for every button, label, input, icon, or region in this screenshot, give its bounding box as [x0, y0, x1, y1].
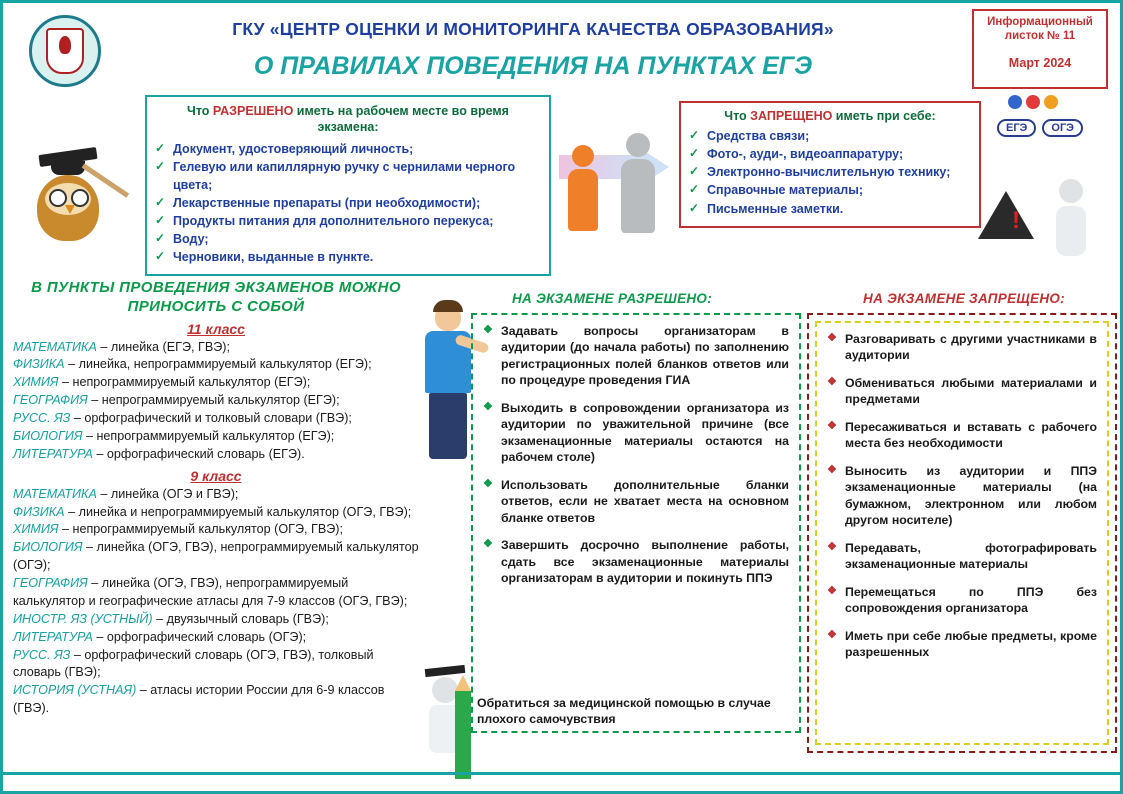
subject-item [13, 356, 419, 374]
list-item: ✓ Письменные заметки. [689, 200, 971, 218]
forbidden-items-box [679, 101, 981, 228]
page-title: О ПРАВИЛАХ ПОВЕДЕНИЯ НА ПУНКТАХ ЕГЭ [253, 52, 813, 80]
list-item: ✓ Гелевую или капиллярную ручку с чернилами черного цвета; [155, 158, 541, 194]
subject-item [13, 521, 419, 539]
subject-text: – линейка и непрограммируемый калькулятор (ОГЭ, ГВЭ); [64, 504, 412, 519]
warning-triangle-icon [978, 191, 1034, 239]
forbidden-items-title [689, 109, 971, 123]
subject-item [13, 486, 419, 504]
subject-text: – орфографический словарь (ОГЭ, ГВЭ), толковый словарь (ГВЭ); [13, 647, 374, 680]
person-orange-icon [563, 145, 603, 255]
subject-text: – орфографический словарь (ЕГЭ). [92, 446, 305, 461]
list-item: ✓ Средства связи; [689, 127, 971, 145]
people-icon [982, 95, 1098, 117]
list-item: ✓ Фото-, ауди-, видеоаппаратуру; [689, 145, 971, 163]
subject-item [13, 611, 419, 629]
allowed-title-pre: Что [187, 104, 213, 118]
subject-item [13, 575, 419, 611]
forbidden-items-list [689, 127, 971, 218]
subject-name: ЛИТЕРАТУРА [13, 629, 93, 644]
list-item: ✓ Лекарственные препараты (при необходимости); [155, 194, 541, 212]
subject-text: – линейка, непрограммируемый калькулятор (ЕГЭ); [64, 357, 372, 372]
subject-name: ФИЗИКА [13, 357, 65, 372]
badge-oge: ОГЭ [1042, 119, 1083, 137]
subject-text: – непрограммируемый калькулятор (ОГЭ, ГВЭ); [58, 522, 344, 537]
subject-item [13, 428, 419, 446]
allowed-items-list [155, 140, 541, 267]
exam-forbidden-box [807, 313, 1117, 753]
subject-item [13, 410, 419, 428]
subject-name: РУСС. ЯЗ [13, 411, 71, 425]
subject-item [13, 446, 419, 464]
owl-icon [21, 151, 133, 261]
exam-forbidden-list [827, 331, 1097, 661]
info-leaflet-number: Информационный листок № 11 [987, 16, 1093, 43]
subject-text: – непрограммируемый калькулятор (ЕГЭ); [82, 428, 335, 443]
subject-text: – линейка (ОГЭ, ГВЭ), непрограммируемый калькулятор (ОГЭ); [13, 540, 419, 573]
grade-9-heading: 9 класс [190, 467, 242, 484]
allowed-title-post: иметь на рабочем месте во время экзамена: [293, 104, 509, 135]
subject-item [13, 504, 419, 522]
grade-11-heading: 11 класс [187, 320, 245, 337]
subject-name: ИСТОРИЯ (УСТНАЯ) [13, 683, 137, 698]
bring-with-you-section [13, 279, 419, 718]
forbidden-title-highlight: ЗАПРЕЩЕНО [750, 109, 833, 123]
subject-name: БИОЛОГИЯ [13, 540, 83, 555]
subject-name: ИНОСТР. ЯЗ (УСТНЫЙ) [13, 611, 153, 626]
subject-name: ХИМИЯ [13, 375, 59, 390]
list-item: ✓ Документ, удостоверяющий личность; [155, 140, 541, 158]
exam-allowed-box [471, 313, 801, 733]
list-item: ✓ Электронно-вычислительную технику; [689, 163, 971, 181]
subject-text: – двуязычный словарь (ГВЭ); [152, 611, 329, 626]
subject-text: – линейка (ОГЭ и ГВЭ); [96, 486, 239, 501]
subject-name: ГЕОГРАФИЯ [13, 393, 88, 408]
allowed-title-highlight: РАЗРЕШЕНО [212, 104, 294, 118]
subject-text: – непрограммируемый калькулятор (ЕГЭ); [87, 393, 340, 408]
list-item: ✓ Воду; [155, 230, 541, 248]
list-item: ❖ Иметь при себе любые предметы, кроме разрешенных [827, 628, 1097, 661]
warning-exclamation-icon: ! [1012, 207, 1020, 234]
coat-of-arms-icon [29, 15, 101, 87]
ege-oge-logo [982, 95, 1098, 153]
subject-text: – орфографический и толковый словари (ГВЭ); [70, 411, 352, 425]
subject-name: БИОЛОГИЯ [13, 428, 83, 443]
exam-allowed-list [483, 323, 789, 587]
subject-item [13, 374, 419, 392]
list-item: ❖ Обмениваться любыми материалами и предметами [827, 375, 1097, 408]
person-grey-icon [615, 133, 661, 253]
subject-name: ХИМИЯ [13, 522, 59, 537]
list-item: ❖ Передавать, фотографировать экзаменационные материалы [827, 540, 1097, 573]
subject-text: – атласы истории России для 6-9 классов (ГВЭ). [13, 683, 385, 716]
pencil-icon [455, 675, 471, 779]
list-item: ❖ Завершить досрочно выполнение работы, сдать все экзаменационные материалы организаторам в аудитории и покинуть ППЭ [483, 537, 789, 586]
exam-forbidden-title: НА ЭКЗАМЕНЕ ЗАПРЕЩЕНО: [863, 291, 1065, 306]
subject-name: РУСС. ЯЗ [13, 647, 71, 662]
info-leaflet-date: Март 2024 [1008, 55, 1072, 70]
list-item: ✓ Справочные материалы; [689, 181, 971, 199]
bring-with-you-title: В ПУНКТЫ ПРОВЕДЕНИЯ ЭКЗАМЕНОВ МОЖНО ПРИНОСИТЬ С СОБОЙ [31, 279, 401, 315]
allowed-items-title [155, 103, 541, 136]
subject-name: ФИЗИКА [13, 504, 65, 519]
org-title: ГКУ «ЦЕНТР ОЦЕНКИ И МОНИТОРИНГА КАЧЕСТВА ОБРАЗОВАНИЯ» [232, 19, 834, 39]
list-item: ✓ Черновики, выданные в пункте. [155, 248, 541, 266]
list-item: ✓ Продукты питания для дополнительного перекуса; [155, 212, 541, 230]
list-item: ❖ Перемещаться по ППЭ без сопровождения организатора [827, 584, 1097, 617]
graduate-figure-icon [407, 667, 483, 779]
subject-name: МАТЕМАТИКА [13, 339, 97, 354]
person-white-icon [1044, 179, 1098, 265]
allowed-items-box [145, 95, 551, 276]
subject-item [13, 392, 419, 410]
forbidden-title-post: иметь при себе: [832, 109, 936, 123]
list-item: ❖ Использовать дополнительные бланки ответов, если не хватает места на основном бланке ответов [483, 477, 789, 526]
subject-text: – линейка (ОГЭ, ГВЭ), непрограммируемый калькулятор и географические атласы для 7-9 классов (ОГЭ, ГВЭ); [13, 576, 408, 608]
subject-item [13, 647, 419, 683]
list-item: ❖ Выносить из аудитории и ППЭ экзаменационные материалы (на бумажном, электронном или любом другом носителе) [827, 463, 1097, 529]
info-leaflet-badge [972, 9, 1108, 89]
subject-item [13, 339, 419, 357]
subject-name: ЛИТЕРАТУРА [13, 446, 93, 461]
bottom-divider [3, 772, 1120, 775]
forbidden-title-pre: Что [724, 109, 751, 123]
list-item: ❖ Пересаживаться и вставать с рабочего места без необходимости [827, 419, 1097, 452]
medical-help-note: Обратиться за медицинской помощью в случае плохого самочувствия [477, 696, 771, 727]
subject-item [13, 682, 419, 718]
badge-ege: ЕГЭ [997, 119, 1036, 137]
subject-item [13, 539, 419, 575]
subject-name: ГЕОГРАФИЯ [13, 576, 88, 590]
list-item: ❖ Выходить в сопровождении организатора из аудитории по уважительной причине (все экзаменационные материалы остаются на рабочем столе) [483, 400, 789, 466]
subject-text: – орфографический словарь (ОГЭ); [92, 629, 307, 644]
subject-item [13, 629, 419, 647]
exam-allowed-title: НА ЭКЗАМЕНЕ РАЗРЕШЕНО: [511, 291, 713, 306]
title-block [113, 19, 953, 81]
list-item: ❖ Разговаривать с другими участниками в аудитории [827, 331, 1097, 364]
subject-text: – линейка (ЕГЭ, ГВЭ); [96, 339, 230, 354]
list-item: ❖ Задавать вопросы организаторам в аудитории (до начала работы) по заполнению регистрационных полей бланков ответов или по процедуре проведения ГИА [483, 323, 789, 389]
subject-name: МАТЕМАТИКА [13, 486, 97, 501]
subject-text: – непрограммируемый калькулятор (ЕГЭ); [58, 375, 311, 390]
